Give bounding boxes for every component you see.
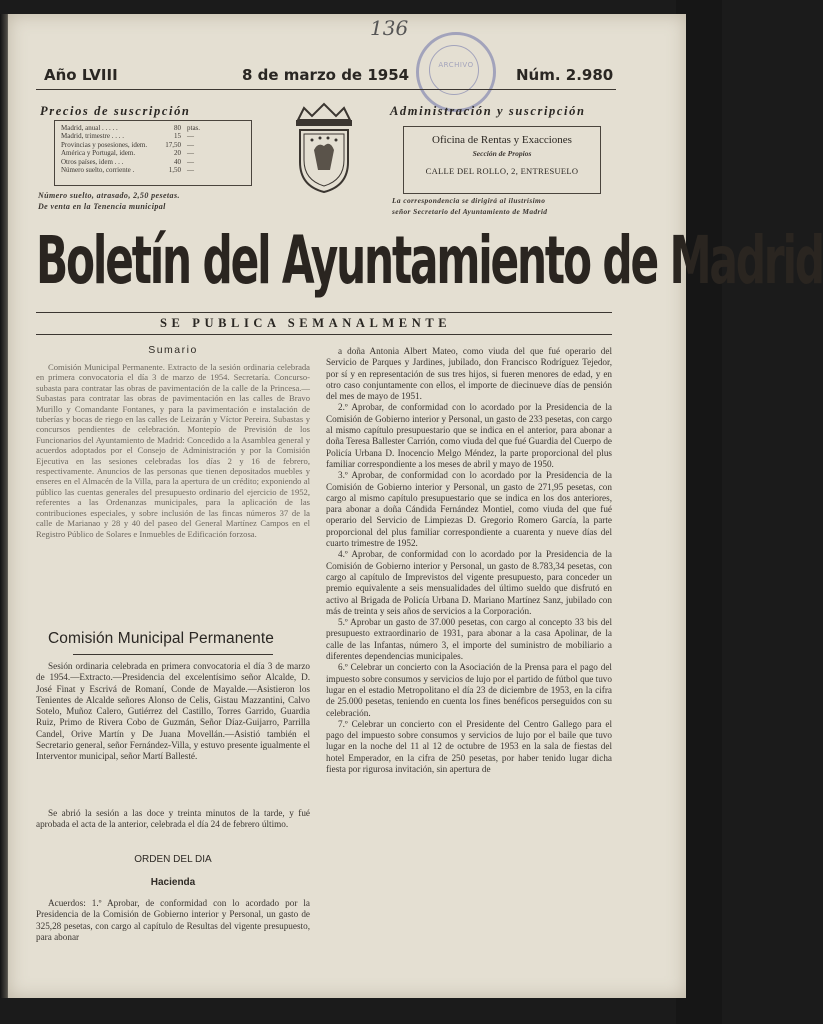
subscription-heading: Precios de suscripción (40, 104, 191, 118)
right-column (326, 346, 612, 954)
office-address: CALLE DEL ROLLO, 2, ENTRESUELO (425, 166, 579, 176)
title-rule-top (36, 312, 612, 313)
administration-heading: Administración y suscripción (390, 104, 586, 118)
title-rule-bottom (36, 334, 612, 335)
price-unit: — (187, 157, 194, 166)
price-price: 1,50 (168, 166, 181, 175)
price-name: Madrid, anual . . . . . (61, 124, 118, 132)
correspondence-note-2: señor Secretario del Ayuntamiento de Madrid (392, 207, 548, 216)
administration-box (403, 126, 601, 194)
issue-number: Núm. 2.980 (516, 66, 614, 84)
commission-rule (73, 654, 273, 655)
price-name: Provincias y posesiones, idem. (61, 140, 148, 149)
price-unit: ptas. (187, 124, 201, 132)
price-row (61, 158, 245, 166)
sumario-text: Comisión Municipal Permanente. Extracto de la sesión ordinaria celebrada en primera convocatoria el día 3 de marzo de 1954. Secretaría. Concurso-subasta para contratar las obras de pavimentación de la calle de la Princesa.—Subastas para contratar las obras de pavimentación en las calles de Bravo Murillo y Comandante Fontanes, y para la pavimentación e instalación de tuberías y bocas de riego en las calles de Leizarán y Víctor Pereira. Subastas y concursos pendientes de celebración. Montepío de Previsión de los Funcionarios del Ayuntamiento de Madrid: Concedido a la Asamblea general y acuerdos adoptados por el Consejo de Administración y por la Comisión Ejecutiva en las sesiones celebradas los días 2 y 16 de febrero, respectivamente. Anuncios de las personas que tienen depositados muebles y enseres en el Almacén de la Villa, para la apertura de un crédito; exponiendo al público las cuentas generales del presupuesto ordinario del ejercicio de 1952, referentes a las Ordenanzas municipales, para la aplicación de las contribuciones especiales, y sobre inclusión de las fincas números 37 de la calle de Marianao y 28 y 40 del paseo del General Martínez Campos en el Registro Público de Solares e Inmuebles de Edificación forzosa. (36, 362, 310, 539)
sumario-heading: Sumario (148, 344, 198, 356)
masthead-rule (36, 89, 616, 90)
commission-heading: Comisión Municipal Permanente (48, 630, 275, 647)
order-of-day-heading: ORDEN DEL DIA (134, 854, 212, 865)
right-paragraph: 4.º Aprobar, de conformidad con lo acordado por la Presidencia de la Comisión de Gobierno interior y Personal, un gasto de 8.783,34 pesetas, con cargo al capítulo de Imprevistos del vigente presupuesto, para conceder un premio equivalente a seis mensualidades del último sueldo que disfrutó en activo al Brigada de Policía Urbana D. Mariano Martínez Sanz, jubilado con más de treinta y seis años de servicios a la Corporación. (326, 549, 612, 616)
price-unit: — (187, 132, 194, 141)
publication-frequency: SE PUBLICA SEMANALMENTE (160, 316, 452, 330)
session-intro: Sesión ordinaria celebrada en primera convocatoria el día 3 de marzo de 1954.—Extracto.—Presidencia del excelentísimo señor Alcalde, D. José Finat y Escrivá de Romaní, Conde de Mayalde.—Asistieron los Tenientes de Alcalde señores Alonso de Celis, Gistau Mazzantini, Calvo Sotelo, Muñoz Calero, Gutiérrez del Castillo, Torres Garrido, Guardia Ruiz, Primo de Rivera Cobo de Guzmán, Señor Díaz-Guijarro, Parrilla Candel, Orive Martín y De Juana Movellán.—Asistió también el Secretario general, señor Fernández-Villa, y estuvo presente igualmente el Interventor municipal, señor Martí Ballesté. (36, 661, 310, 762)
session-opening: Se abrió la sesión a las doce y treinta minutos de la tarde, y fué aprobada el acta de la anterior, celebrada el día 24 de febrero último. (36, 808, 310, 830)
right-paragraph: 3.º Aprobar, de conformidad con lo acordado por la Presidencia de la Comisión de Gobierno interior y Personal, un gasto de 271,95 pesetas, con cargo al mismo capítulo presupuestario que se indica en los dos anteriores, para abonar a doña Cándida Fernández Montiel, como viuda del que fué operario del Servicio de Limpiezas D. Gregorio Romero García, la parte proporcional del plus familiar correspondiente a cuarenta y nueve días del cuarto trimestre de 1952. (326, 470, 612, 549)
issue-date: 8 de marzo de 1954 (242, 66, 410, 84)
left-column (36, 344, 310, 954)
price-name: América y Portugal, idem. (61, 149, 136, 158)
price-table (54, 120, 252, 186)
price-price: 40 (174, 157, 181, 166)
right-paragraph: a doña Antonia Albert Mateo, como viuda del que fué operario del Servicio de Parques y Jardines, jubilado, don Francisco Rodríguez Tejedor, por sí y en representación de sus tres hijos, si fueren menores de edad, y en otro caso conjuntamente con ellos, el importe de diecinueve días de pensión del mes de mayo de 1951. (326, 346, 612, 402)
price-row (61, 124, 245, 132)
issue-year: Año LVIII (44, 66, 118, 84)
right-paragraph: 2.º Aprobar, de conformidad con lo acordado por la Presidencia de la Comisión de Gobierno interior y Personal, un gasto de 233 pesetas, con cargo al mismo capítulo presupuestario que se indica en el anterior, para abonar a doña Teresa Ballester Carrión, como viuda del que fué Guardia del Cuerpo de Policía Urbana D. Inocencio Melgo Méndez, la parte proporcional del plus familiar correspondiente a los meses de abril y mayo de 1950. (326, 402, 612, 469)
subscription-note-sale: De venta en la Tenencia municipal (38, 202, 166, 211)
office-section: Sección de Propios (472, 149, 532, 158)
price-price: 17,50 (165, 140, 181, 149)
right-paragraph: 7.º Celebrar un concierto con el Presidente del Centro Gallego para el pago del impuesto sobre consumos y servicios de lujo por el baile que tuvo lugar en la noche del 11 al 12 de octubre de 1953 en la sala de fiestas del hotel Emperador, en la cifra de 250 pesetas, por haber tenido lugar dicha fiesta por rigurosa invitación, sin apertura de (326, 718, 612, 774)
price-row (61, 141, 245, 149)
newspaper-page (8, 14, 823, 998)
price-price: 80 (174, 124, 181, 132)
archive-stamp: ARCHIVO (416, 32, 496, 112)
price-row (61, 166, 245, 174)
correspondence-note-1: La correspondencia se dirigirá al ilustrísimo (392, 196, 546, 205)
handwritten-page-number: 136 (370, 16, 409, 40)
madrid-coat-of-arms (284, 100, 364, 201)
price-row (61, 149, 245, 157)
price-unit: — (187, 149, 194, 158)
acuerdo-1: Acuerdos: 1.º Aprobar, de conformidad con lo acordado por la Presidencia de la Comisión de Gobierno interior y Personal, un gasto de 325,28 pesetas, con cargo al capítulo de Resultas del vigente presupuesto, para abonar (36, 898, 310, 942)
newspaper-title: Boletín del Ayuntamiento de Madrid (36, 222, 823, 299)
hacienda-heading: Hacienda (150, 877, 196, 888)
price-price: 20 (174, 149, 181, 158)
right-paragraph: 6.º Celebrar un concierto con la Asociación de la Prensa para el pago del impuesto sobre consumos y servicios de lujo por el partido de fútbol que tuvo lugar en el estadio Metropolitano el día 23 de diciembre de 1953, en la cifra de 25.000 pesetas, teniendo en cuenta los fines benéficos perseguidos con su celebración. (326, 662, 612, 718)
price-name: Otros países, idem . . . (61, 157, 124, 166)
right-paragraph: 5.º Aprobar un gasto de 37.000 pesetas, con cargo al concepto 33 bis del presupuesto extraordinario de 1931, para abonar a la casa Apolinar, de la calle de las Infantas, número 3, el importe del suministro de mobiliario a diferentes dependencias municipales. (326, 617, 612, 662)
price-unit: — (187, 140, 194, 149)
price-price: 15 (174, 132, 181, 141)
subscription-note-back-issue: Número suelto, atrasado, 2,50 pesetas. (38, 191, 180, 200)
price-name: Número suelto, corriente . (61, 166, 135, 175)
price-name: Madrid, trimestre . . . . (61, 132, 124, 141)
price-unit: — (187, 166, 194, 175)
office-name: Oficina de Rentas y Exacciones (432, 134, 572, 146)
price-row (61, 132, 245, 140)
